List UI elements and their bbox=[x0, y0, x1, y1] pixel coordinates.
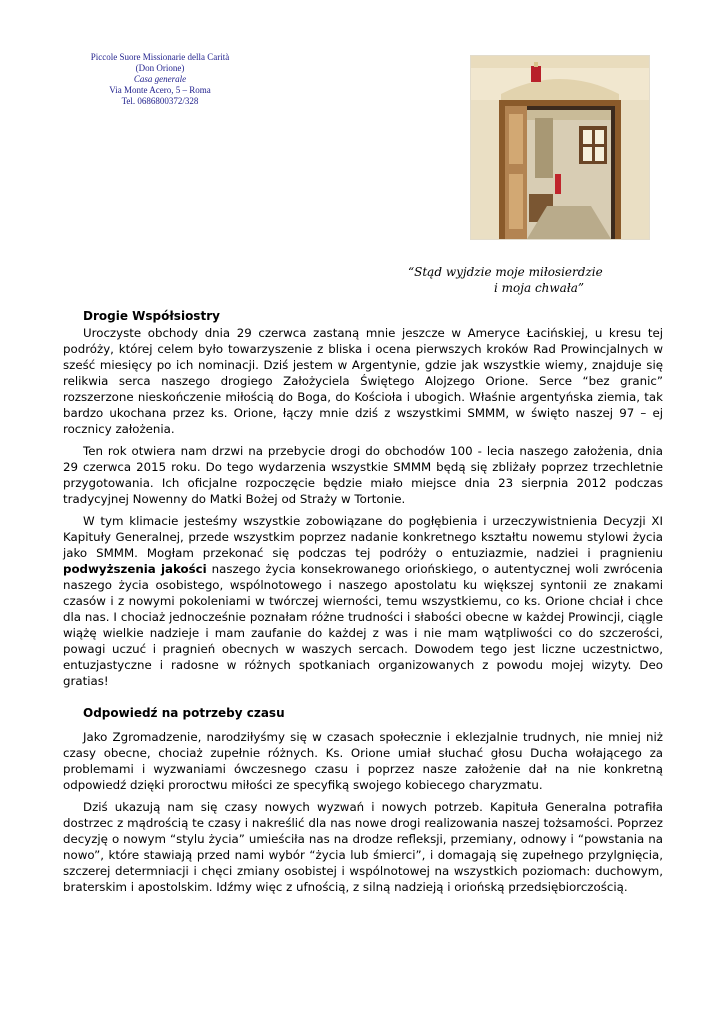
paragraph-3-part-1: W tym klimacie jesteśmy wszystkie zobowiązane do pogłębienia i urzeczywistnienia Decyzji XI Kapituły Generalnej, przede wszystkim poprzez nadanie konkretnego kształtu nowemu stylowi życia jako SMMM. Mogłam przekonać się podczas tej podróży o entuziazmie, nadziei i pragnieniu bbox=[63, 514, 663, 560]
paragraph-2: Ten rok otwiera nam drzwi na przebycie drogi do obchodów 100 - lecia naszego założenia, dnia 29 czerwca 2015 roku. Do tego wydarzenia wszystkie SMMM będą się zbliżały poprzez trzechletnie przygotowania. Ich oficjalne rozpoczęcie będzie miało miejsce dnia 23 sierpnia 2012 podczas tradycyjnej Nowenny do Matki Bożej od Straży w Tortonie. bbox=[63, 444, 663, 506]
letterhead-house: Casa generale bbox=[133, 74, 187, 84]
section-heading: Odpowiedź na potrzeby czasu bbox=[83, 706, 285, 720]
salutation-heading: Drogie Współsiostry bbox=[83, 309, 220, 323]
epigraph bbox=[340, 264, 640, 296]
paragraph-3-part-2: naszego życia konsekrowanego oriońskiego, o autentycznej woli zwrócenia naszego życia osobistego, wspólnotowego i naszego apostolatu ku większej syntonii ze znakami czasów i z nowymi pokoleniami w twórczej wierności, temu wszystkiemu, co ks. Orione chciał i chce dla nas. I chociaż jednocześnie poznałam różne trudności i słabości obecne w każdej Prowincji, ciągle wiążę wielkie nadzieje i mam zaufanie do każdej z was i nie mam wątpliwości co do szczerości, powagi uczuć i pragnień obecnych w waszych sercach. Dowodem tego jest liczne uczestnictwo, entuzjastyczne i radosne w różnych spotkaniach organizowanych z powodu mojej wizyty. Deo gratias! bbox=[63, 562, 663, 688]
fire-extinguisher-icon bbox=[555, 174, 561, 194]
doorway-photo bbox=[471, 56, 649, 239]
paragraph-1: Uroczyste obchody dnia 29 czerwca zastaną mnie jeszcze w Ameryce Łacińskiej, u kresu tej podróży, której celem było towarzyszenie z bliska i ocena pierwszych kroków Rad Prowincjalnych w sześć miesięcy po ich nominacji. Dziś jestem w Argentynie, gdzie jak wszystkie wiemy, znajduje się relikwia serca naszego drogiego Założyciela Świętego Alojzego Orione. Serce “bez granic” rozszerzone nieskończenie miłością do Boga, do Kościoła i ubogich. Właśnie argentyńska ziemia, tak bardzo ukochana przez ks. Orione, łączy mnie dziś z wszystkimi SMMM, w święto naszej 97 – ej rocznicy założenia. bbox=[63, 326, 663, 436]
epigraph-line-1: “Stąd wyjdzie moje miłosierdzie bbox=[408, 265, 603, 279]
letter-body bbox=[63, 308, 663, 901]
paragraph-3 bbox=[63, 513, 663, 689]
reliquary-icon bbox=[531, 66, 541, 82]
letterhead bbox=[60, 52, 260, 107]
letterhead-address: Via Monte Acero, 5 – Roma bbox=[109, 85, 211, 95]
epigraph-line-2: i moja chwała” bbox=[494, 281, 584, 295]
letterhead-phone: Tel. 0686800372/328 bbox=[121, 96, 199, 106]
paragraph-5: Dziś ukazują nam się czasy nowych wyzwań i nowych potrzeb. Kapituła Generalna potrafiła dostrzec z mądrością te czasy i nakreślić dla nas nowe drogi realizowania naszej tożsamości. Poprzez decyzję o nowym “stylu życia” umieściła nas na drodze refleksji, przemiany, odnowy i “powstania na nowo”, które stawiają przed nami wybór “życia lub śmierci”, i domagają się zupełnego przylgnięcia, szczerej determniacji i chęci zmiany osobistej i wspólnotowej na wszystkich poziomach: duchowym, braterskim i apostolskim. Idźmy więc z ufnością, z silną nadzieją i oriońską przedsiębiorczością. bbox=[63, 800, 663, 894]
paragraph-3-emphasis: podwyższenia jakości bbox=[63, 562, 207, 576]
letterhead-founder: (Don Orione) bbox=[135, 63, 185, 73]
letterhead-congregation: Piccole Suore Missionarie della Carità bbox=[90, 52, 230, 62]
paragraph-4: Jako Zgromadzenie, narodziłyśmy się w czasach społecznie i eklezjalnie trudnych, nie mniej niż czasy obecne, chociaż zupełnie różnych. Ks. Orione umiał słuchać głosu Ducha wołającego za problemami i wyzwaniami ówczesnego czasu i poprzez nasze założenie dał na nie konkretną odpowiedź dzięki proroctwu miłości ze specyfiką swojego kobiecego charyzmatu. bbox=[63, 730, 663, 792]
